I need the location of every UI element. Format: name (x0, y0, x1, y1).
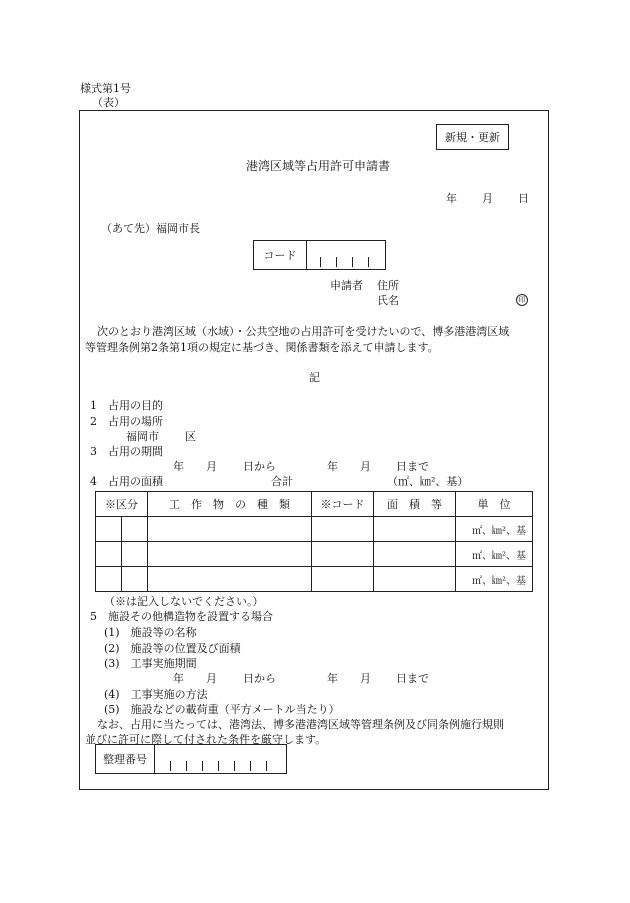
date-day: 日 (518, 192, 529, 205)
period-year: 年 (173, 460, 184, 473)
cell-category-b[interactable] (122, 542, 148, 567)
header-structure-type: 工 作 物 の 種 類 (148, 492, 312, 517)
cell-area[interactable] (374, 517, 456, 542)
reference-number-box[interactable] (95, 744, 287, 774)
code-tick (336, 257, 337, 267)
applicant-address-label: 住所 (377, 279, 399, 292)
code-tick (320, 257, 321, 267)
work-period-year: 年 (173, 672, 184, 685)
sub-item-2: (2) 施設等の位置及び面積 (104, 642, 241, 655)
item-3: 3 占用の期間 (90, 445, 163, 458)
date-year: 年 (446, 192, 457, 205)
header-category: ※区分 (96, 492, 148, 517)
cell-code[interactable] (312, 567, 374, 592)
badge-text: 新規・更新 (445, 131, 500, 144)
ref-tick (250, 761, 251, 771)
total-units: （㎡、㎞²、基） (387, 475, 469, 488)
ref-tick (234, 761, 235, 771)
table-row (96, 517, 533, 542)
cell-category-a[interactable] (96, 542, 122, 567)
sub-item-3: (3) 工事実施期間 (104, 657, 197, 670)
header-code: ※コード (312, 492, 374, 517)
work-period-year-2: 年 (327, 672, 338, 685)
item-2: 2 占用の場所 (90, 415, 163, 428)
cell-unit: ㎡、㎞²、基 (456, 517, 533, 542)
work-period-to: 日まで (396, 672, 429, 685)
code-tick (368, 257, 369, 267)
front-label: （表） (92, 96, 125, 109)
cell-structure-type[interactable] (148, 542, 312, 567)
closing-line-1: なお、占用に当たっては、港湾法、博多港港湾区域等管理条例及び同条例施行規則 (97, 718, 504, 731)
cell-code[interactable] (312, 517, 374, 542)
ref-tick (218, 761, 219, 771)
closing-line-2: 並びに許可に際して付された条件を厳守します。 (85, 733, 327, 746)
item-5: 5 施設その他構造物を設置する場合 (90, 610, 273, 623)
table-row (96, 567, 533, 592)
header-area: 面 積 等 (374, 492, 456, 517)
period-month-2: 月 (360, 460, 371, 473)
applicant-label: 申請者 (330, 279, 363, 292)
intro-line-1: 次のとおり港湾区域（水域）・公共空地の占用許可を受けたいので、博多港港湾区域 (97, 325, 510, 338)
work-period-month-2: 月 (360, 672, 371, 685)
header-unit: 単 位 (456, 492, 533, 517)
sub-item-5: (5) 施設などの載荷重（平方メートル当たり） (104, 703, 340, 716)
item-1: 1 占用の目的 (90, 399, 163, 412)
code-label: コード (254, 241, 307, 269)
code-box[interactable] (253, 240, 386, 270)
ref-tick (202, 761, 203, 771)
seal-text: 印 (516, 294, 528, 306)
cell-category-a[interactable] (96, 567, 122, 592)
page-title: 港湾区域等占用許可申請書 (246, 159, 391, 173)
cell-unit: ㎡、㎞²、基 (456, 567, 533, 592)
cell-area[interactable] (374, 567, 456, 592)
item-2-ward: 区 (185, 430, 196, 443)
ki-heading: 記 (309, 371, 320, 384)
addressee: （あて先）福岡市長 (101, 222, 200, 235)
sub-item-4: (4) 工事実施の方法 (104, 688, 208, 701)
new-renewal-badge (436, 124, 509, 150)
cell-category-b[interactable] (122, 517, 148, 542)
sub-item-1: (1) 施設等の名称 (104, 626, 197, 639)
cell-category-a[interactable] (96, 517, 122, 542)
cell-category-b[interactable] (122, 567, 148, 592)
period-to: 日まで (396, 460, 429, 473)
applicant-name-label: 氏名 (377, 294, 399, 307)
period-month: 月 (206, 460, 217, 473)
item-4: 4 占用の面積 (90, 475, 163, 488)
table-row (96, 542, 533, 567)
table-header-row (96, 492, 533, 517)
form-number: 様式第1号 (80, 82, 131, 95)
cell-structure-type[interactable] (148, 567, 312, 592)
table-note: （※は記入しないでください。） (104, 595, 264, 608)
intro-line-2: 等管理条例第2条第1項の規定に基づき、関係書類を添えて申請します。 (85, 341, 439, 354)
period-from: 日から (243, 460, 276, 473)
work-period-from: 日から (243, 672, 276, 685)
ref-tick (186, 761, 187, 771)
cell-unit: ㎡、㎞²、基 (456, 542, 533, 567)
date-month: 月 (482, 192, 493, 205)
cell-area[interactable] (374, 542, 456, 567)
ref-tick (266, 761, 267, 771)
item-2-city: 福岡市 (126, 430, 159, 443)
code-tick (352, 257, 353, 267)
seal-mark (516, 292, 528, 306)
work-period-month: 月 (206, 672, 217, 685)
reference-number-label: 整理番号 (96, 745, 155, 773)
period-year-2: 年 (327, 460, 338, 473)
cell-code[interactable] (312, 542, 374, 567)
cell-structure-type[interactable] (148, 517, 312, 542)
total-label: 合計 (271, 475, 293, 488)
ref-tick (170, 761, 171, 771)
area-table (95, 491, 533, 592)
